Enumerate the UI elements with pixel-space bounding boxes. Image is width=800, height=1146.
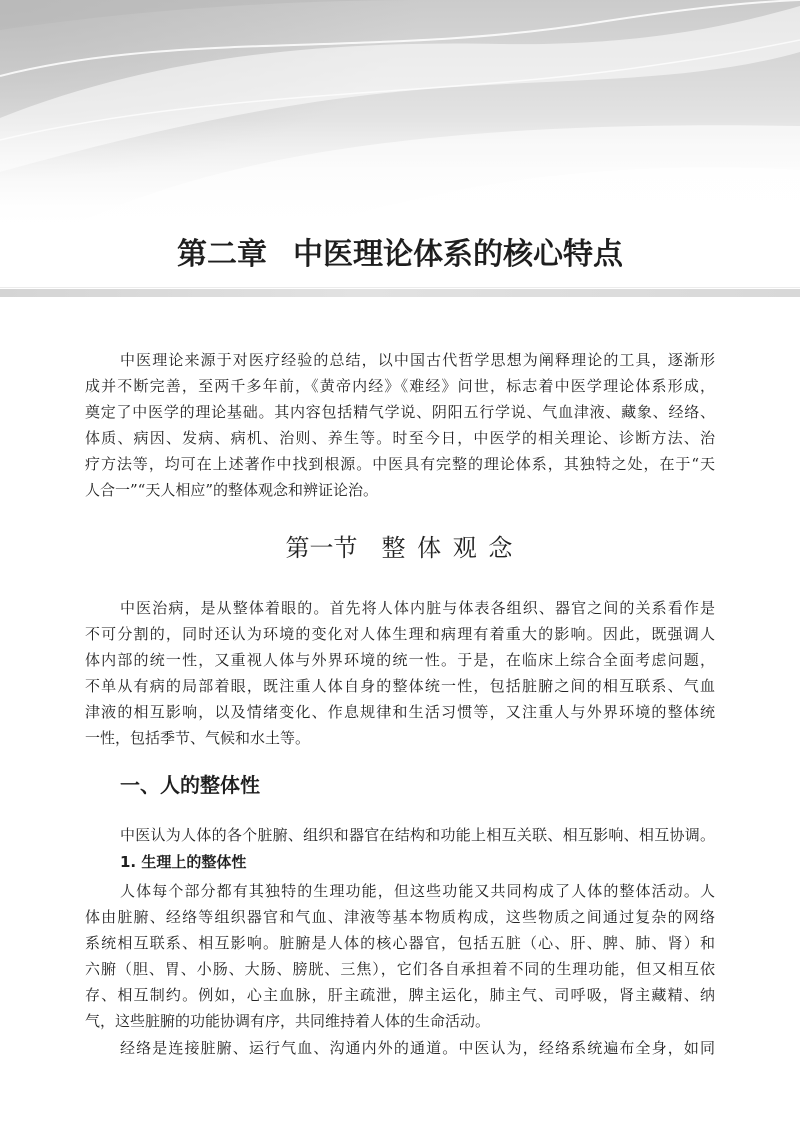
paragraph-line: 系统相互联系、相互影响。脏腑是人体的核心器官，包括五脏（心、肝、脾、肺、肾）和	[85, 934, 715, 952]
paragraph-line: 津液的相互影响，以及情绪变化、作息规律和生活习惯等，又注重人与外界环境的整体统	[85, 703, 715, 721]
intro-paragraph	[85, 347, 715, 503]
subsection-intro-paragraph	[85, 822, 715, 848]
chapter-heading	[0, 235, 800, 275]
section-heading	[0, 532, 800, 564]
paragraph-line: 中医治病，是从整体着眼的。首先将人体内脏与体表各组织、器官之间的关系看作是	[120, 599, 715, 617]
paragraph-line: 气，这些脏腑的功能协调有序，共同维持着人体的生命活动。	[85, 1012, 491, 1030]
paragraph-line: 经络是连接脏腑、运行气血、沟通内外的通道。中医认为，经络系统遍布全身，如同	[120, 1039, 715, 1057]
paragraph-line: 存、相互制约。例如，心主血脉，肝主疏泄，脾主运化，肺主气、司呼吸，肾主藏精、纳	[85, 986, 715, 1004]
title-band-highlight	[0, 287, 800, 288]
section-intro-paragraph	[85, 595, 715, 751]
paragraph-line: 六腑（胆、胃、小肠、大肠、膀胱、三焦），它们各自承担着不同的生理功能，但又相互依	[85, 960, 715, 978]
chapter-title: 中医理论体系的核心特点	[293, 237, 623, 272]
paragraph-line: 中医认为人体的各个脏腑、组织和器官在结构和功能上相互关联、相互影响、相互协调。	[120, 826, 715, 844]
section-number: 第一节	[285, 534, 358, 562]
paragraph-line: 体质、病因、发病、病机、治则、养生等。时至今日，中医学的相关理论、诊断方法、治	[85, 429, 715, 447]
subsection-heading: 一、人的整体性	[120, 773, 260, 797]
meridian-paragraph	[85, 1035, 715, 1061]
paragraph-line: 成并不断完善，至两千多年前，《黄帝内经》《难经》问世，标志着中医学理论体系形成，	[85, 377, 715, 395]
paragraph-line: 疗方法等，均可在上述著作中找到根源。中医具有完整的理论体系，其独特之处，在于“天	[85, 455, 715, 473]
paragraph-line: 体内部的统一性，又重视人体与外界环境的统一性。于是，在临床上综合全面考虑问题，	[85, 651, 715, 669]
paragraph-line: 人合一”“天人相应”的整体观念和辨证论治。	[85, 481, 379, 499]
title-divider-band	[0, 289, 800, 297]
paragraph-line: 人体每个部分都有其独特的生理功能，但这些功能又共同构成了人体的整体活动。人	[120, 882, 715, 900]
section-title: 整 体 观 念	[381, 534, 515, 562]
paragraph-line: 一性，包括季节、气候和水土等。	[85, 729, 311, 747]
subsubsection-heading: 1. 生理上的整体性	[120, 853, 247, 871]
physiology-paragraph	[85, 878, 715, 1034]
paragraph-line: 不可分割的，同时还认为环境的变化对人体生理和病理有着重大的影响。因此，既强调人	[85, 625, 715, 643]
header-wave-decoration	[0, 0, 800, 232]
paragraph-line: 不单从有病的局部着眼，既注重人体自身的整体统一性，包括脏腑之间的相互联系、气血	[85, 677, 715, 695]
paragraph-line: 奠定了中医学的理论基础。其内容包括精气学说、阴阳五行学说、气血津液、藏象、经络、	[85, 403, 715, 421]
chapter-number: 第二章	[177, 237, 267, 272]
paragraph-line: 体由脏腑、经络等组织器官和气血、津液等基本物质构成，这些物质之间通过复杂的网络	[85, 908, 715, 926]
paragraph-line: 中医理论来源于对医疗经验的总结，以中国古代哲学思想为阐释理论的工具，逐渐形	[120, 351, 715, 369]
